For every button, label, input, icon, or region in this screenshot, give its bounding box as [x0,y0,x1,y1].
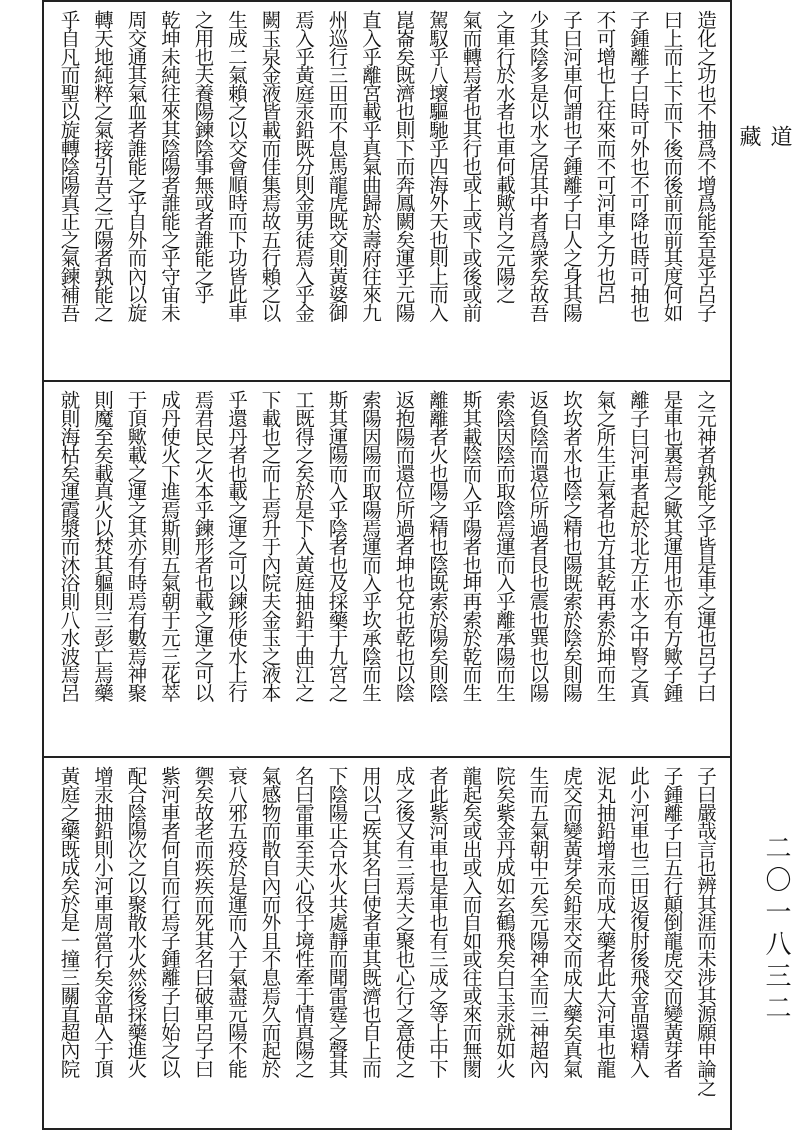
text-column: 成之後又有三焉夫之聚也心行之意使之 [392,766,416,1078]
text-column: 衰八邪五疫於是運而入于氣盡元陽不能 [225,766,248,1078]
text-column: 焉入乎黃庭汞鉛既分則金男徒焉入乎金 [292,10,315,322]
text-column: 乎自凡而聖以旋轉陰陽真正之氣鍊補吾 [57,10,81,322]
text-column: 駕馭乎八壞驅馳乎四海外天也則上而入 [426,10,449,322]
text-column: 直入乎離宮載乎真氣曲歸於壽府往來九 [359,10,382,322]
text-column: 氣而轉焉者也其行也或上或下或後或前 [459,10,483,322]
text-column: 子曰嚴哉言也辨其涯而未涉其源願申論之 [694,766,717,1096]
text-column: 崑崙矣既濟也則下而奔鳳闕矣運乎元陽 [392,10,416,322]
text-column: 之元神者孰能之乎皆是車之運也呂子曰 [694,390,717,702]
text-column: 造化之功也不抽爲不增爲能至是乎呂子 [694,10,717,322]
text-column: 乾坤未純往來其陰陽者誰能之乎守宙未 [158,10,181,322]
text-column: 配合陰陽次之以聚散水火然後採藥進火 [124,766,148,1078]
text-column: 生而五氣朝中元矣元陽神全而三神超內 [526,766,550,1078]
text-column: 子曰河車何謂也子鍾離子曰人之身其陽 [560,10,583,322]
text-column: 坎坎者水也陰之精也陽既索於陰矣則陽 [560,390,583,702]
text-column: 子鍾離子曰時可外也不可降也時可抽也 [627,10,650,322]
text-column: 州巡行三田而不息馬龍虎既交則黃婆御 [325,10,349,322]
text-column: 院矣紫金丹成如玄鶴飛矣白玉汞就如火 [493,766,516,1078]
text-column: 之用也夫養陽鍊陰事無或者誰能之乎 [191,10,215,303]
text-column: 曰上而上下而下後而後前而前其度何如 [660,10,684,322]
text-column: 下載也之而上焉升于內院夫金玉之液本 [258,390,282,702]
text-column: 增汞抽鉛則小河車周當行矣金晶入于頂 [91,766,114,1078]
text-panel-middle [44,382,730,756]
text-column: 泥丸抽鉛增汞而成大藥者此大河車也龍 [593,766,617,1078]
text-column: 用以己疾其名曰使者車其既濟也自上而 [359,766,382,1078]
text-column: 禦矣故老而疾疾而死其名曰破車呂子曰 [191,766,215,1078]
text-column: 氣感物而散自內而外且不息焉久而起於 [258,766,282,1078]
text-column: 斯其運陽而入乎陰者也及採藥于九宮之 [325,390,349,702]
text-column: 成丹使火下進焉斯則五氣朝于元三花萃 [158,390,181,702]
text-panel-top [44,2,730,380]
text-column: 離離者火也陽之精也陰既索於陽矣則陰 [426,390,449,702]
collection-mark: 道 藏 [736,125,792,175]
text-column: 乎還丹者也載之運之可以鍊形使水上行 [225,390,248,702]
text-column: 不可增也上往來而不可河車之力也呂 [593,10,617,303]
text-column: 子鍾離子曰五行顛倒龍虎交而變黃芽者 [660,766,684,1078]
page-number: 二〇一八三二 [761,834,791,1026]
text-column: 生成二氣賴之以交會順時而下功皆此車 [225,10,248,322]
text-column: 工既得之矣於是下入黃庭抽鉛于曲江之 [292,390,315,702]
text-column: 闕玉泉金液皆載而佳集焉故五行賴之以 [258,10,282,322]
text-column: 虎交而變黃芽矣鉛汞交而成大藥矣真氣 [560,766,583,1078]
text-column: 者此紫河車也是車也有三成之等上中下 [426,766,449,1078]
text-column: 周交通其氣血者誰能之乎自外而內以旋 [124,10,148,322]
text-column: 龍起矣或出或入而自如或往或來而無閡 [459,766,483,1078]
text-column: 索陰因陰而取陰焉運而入乎離承陽而生 [493,390,516,702]
text-column: 少其陰多是以水之居其中者爲衆矣故吾 [526,10,550,322]
text-column: 下陰陽正合水火共處靜而聞雷霆之聲其 [325,766,349,1078]
text-column: 轉天地純粹之氣接引吾之元陽者孰能之 [91,10,114,322]
text-column: 之車行於水者也車何載歟肖之元陽之 [493,10,516,303]
text-panel-bottom [44,758,730,1128]
text-column: 氣之所生正氣者也方其乾再索於坤而生 [593,390,617,702]
text-column: 此小河車也三田返復肘後飛金晶還精入 [627,766,650,1078]
text-column: 則魔至矣載真火以焚其軀則三彭亡焉藥 [91,390,114,702]
text-column: 于頂歟載之運之其亦有時焉有數焉神聚 [124,390,148,702]
text-column: 黃庭之藥既成矣於是一撞三關直超內院 [57,766,81,1078]
text-column: 名曰雷車至夫心役于境性牽于情真陽之 [292,766,315,1078]
text-column: 返抱陽而還位所過者坤也兌也乾也以陰 [392,390,416,702]
text-column: 就則海枯矣運霞漿而沐浴則八水波焉呂 [57,390,81,702]
text-column: 紫河車者何自而行焉子鍾離子曰始之以 [158,766,181,1078]
text-column: 是車也裏焉之歟其運用也亦有方歟子鍾 [660,390,684,702]
text-column: 返負陰而還位所過者艮也震也巽也以陽 [526,390,550,702]
text-column: 斯其載陰而入乎陽者也坤再索於乾而生 [459,390,483,702]
text-column: 焉君民之火本乎鍊形者也載之運之可以 [191,390,215,702]
page-frame [42,0,732,1130]
text-column: 離子曰河車者起於北方正水之中腎之真 [627,390,650,702]
text-column: 索陽因陽而取陽焉運而入乎坎承陰而生 [359,390,382,702]
